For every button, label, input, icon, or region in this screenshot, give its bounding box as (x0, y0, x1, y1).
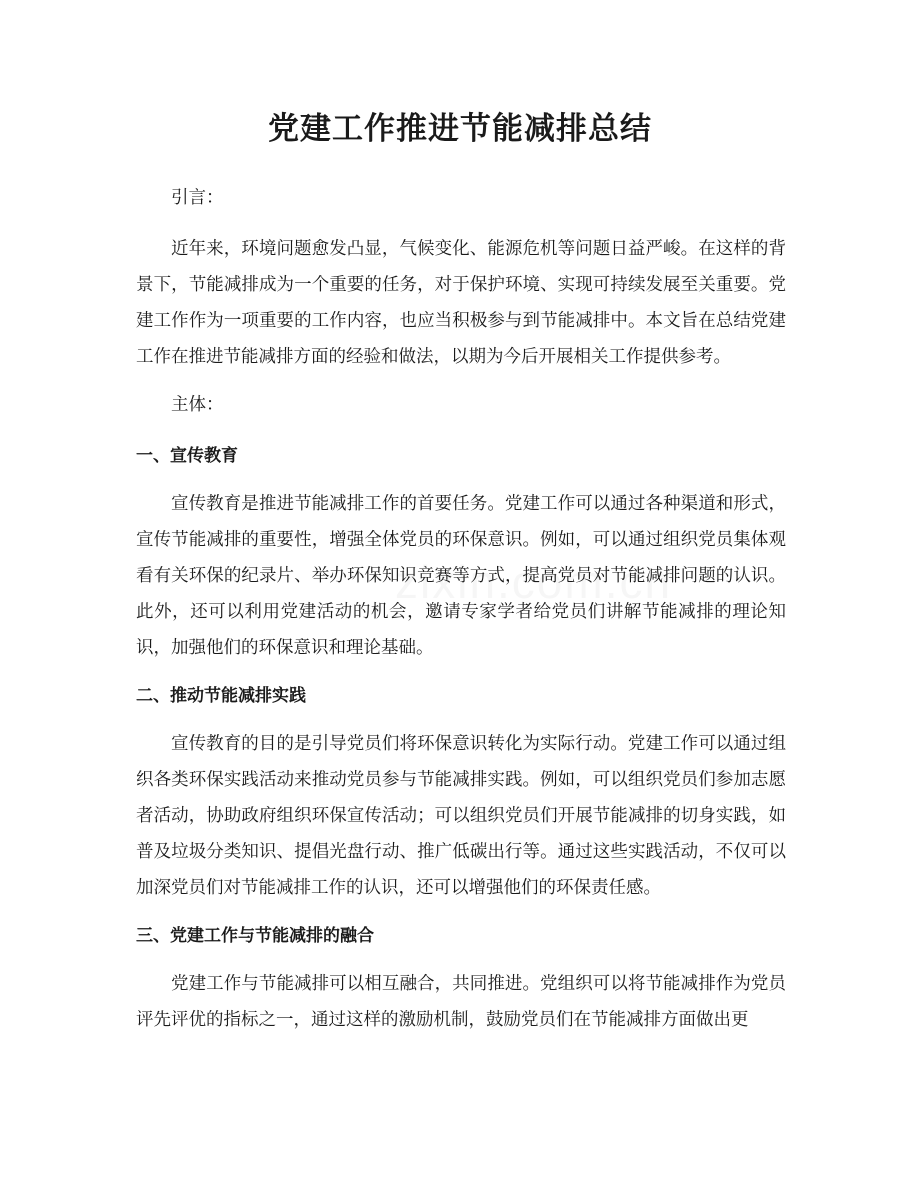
document-body (136, 180, 786, 1050)
intro-label: 引言： (171, 188, 224, 208)
section-heading-1: 一、宣传教育 (136, 446, 238, 466)
intro-paragraph: 近年来，环境问题愈发凸显，气候变化、能源危机等问题日益严峻。在这样的背景下，节能减排成为一个重要的任务，对于保护环境、实现可持续发展至关重要。党建工作作为一项重要的工作内容，也应当积极参与到节能减排中。本文旨在总结党建工作在推进节能减排方面的经验和做法，以期为今后开展相关工作提供参考。 (136, 239, 786, 367)
document-title: 党建工作推进节能减排总结 (268, 111, 652, 147)
section-paragraph-1: 宣传教育是推进节能减排工作的首要任务。党建工作可以通过各种渠道和形式，宣传节能减排的重要性，增强全体党员的环保意识。例如，可以通过组织党员集体观看有关环保的纪录片、举办环保知识竞赛等方式，提高党员对节能减排问题的认识。此外，还可以利用党建活动的机会，邀请专家学者给党员们讲解节能减排的理论知识，加强他们的环保意识和理论基础。 (136, 494, 786, 658)
section-heading-2: 二、推动节能减排实践 (136, 686, 306, 706)
section-heading-3: 三、党建工作与节能减排的融合 (136, 926, 374, 946)
section-paragraph-3: 党建工作与节能减排可以相互融合，共同推进。党组织可以将节能减排作为党员评先评优的指标之一，通过这样的激励机制，鼓励党员们在节能减排方面做出更 (136, 974, 786, 1030)
section-paragraph-2: 宣传教育的目的是引导党员们将环保意识转化为实际行动。党建工作可以通过组织各类环保实践活动来推动党员参与节能减排实践。例如，可以组织党员们参加志愿者活动，协助政府组织环保宣传活动；可以组织党员们开展节能减排的切身实践，如普及垃圾分类知识、提倡光盘行动、推广低碳出行等。通过这些实践活动，不仅可以加深党员们对节能减排工作的认识，还可以增强他们的环保责任感。 (136, 734, 786, 898)
body-label: 主体： (171, 395, 224, 415)
